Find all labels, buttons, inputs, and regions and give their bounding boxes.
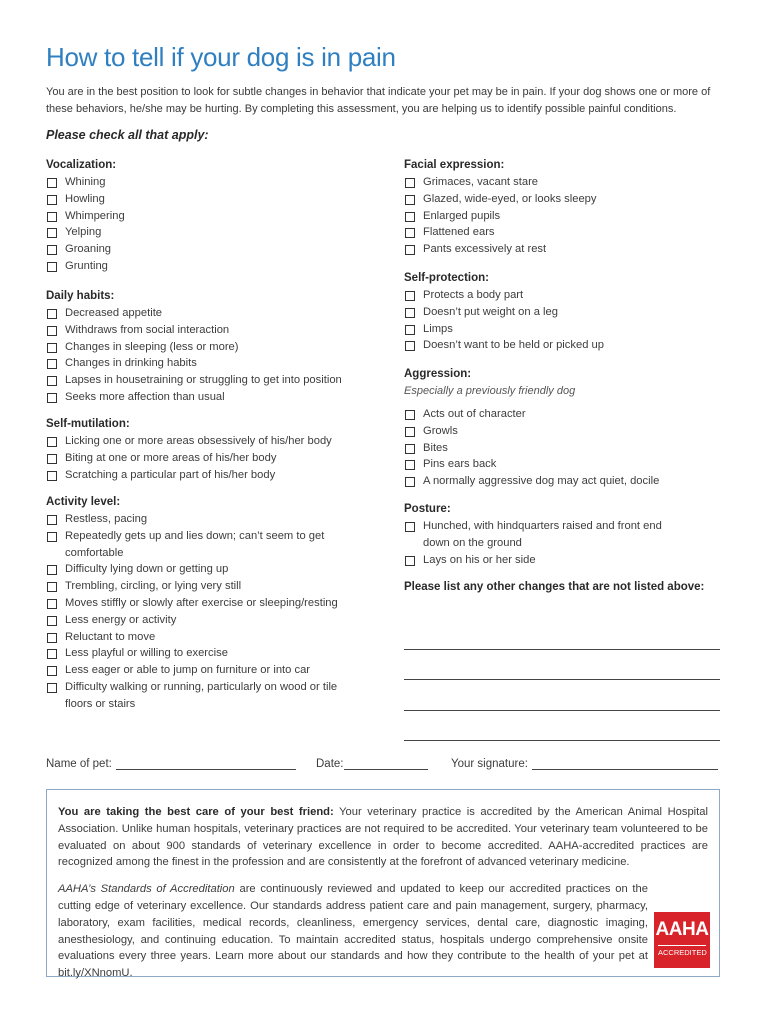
checklist-item-label: Bites (423, 441, 448, 454)
checklist-item[interactable] (404, 304, 734, 321)
checkbox[interactable] (47, 437, 57, 447)
section-facial-expression (404, 157, 734, 258)
checklist-item[interactable] (46, 241, 376, 258)
checklist-item[interactable] (404, 321, 734, 338)
checklist-item-label: Yelping (65, 226, 102, 239)
section-vocalization (46, 157, 376, 275)
checklist-item-label: Moves stiffly or slowly after exercise or sleeping/resting (65, 596, 338, 609)
checkbox[interactable] (47, 376, 57, 386)
checkbox[interactable] (47, 565, 57, 575)
checklist (404, 174, 734, 258)
pet-name-label: Name of pet: (46, 758, 112, 770)
checklist-item[interactable] (46, 389, 376, 406)
checklist-item-label: Lays on his or her side (423, 553, 536, 566)
checklist-item[interactable] (46, 322, 376, 339)
checklist-item-label: Hunched, with hindquarters raised and front end down on the ground (423, 520, 662, 549)
checklist-item-label: Enlarged pupils (423, 209, 501, 222)
checkbox[interactable] (47, 309, 57, 319)
checkbox[interactable] (47, 599, 57, 609)
checklist-item[interactable] (46, 679, 346, 713)
checklist-item-label: Withdraws from social interaction (65, 323, 230, 336)
checklist-item[interactable] (404, 440, 734, 457)
checkbox[interactable] (47, 633, 57, 643)
checklist-item[interactable] (46, 662, 346, 679)
checklist-item[interactable] (404, 241, 734, 258)
other-changes-lines (404, 619, 720, 741)
checklist-item[interactable] (46, 355, 376, 372)
checkbox[interactable] (47, 343, 57, 353)
date-label: Date: (316, 758, 344, 770)
info-paragraph-2 (58, 881, 648, 982)
checklist-item[interactable] (46, 578, 346, 595)
section-title: Aggression: (404, 368, 472, 380)
checklist-item-label: Decreased appetite (65, 307, 163, 319)
section-title: Facial expression: (404, 159, 505, 171)
checklist (404, 518, 674, 568)
info-para2-text: are continuously reviewed and updated to keep our accredited practices on the cutting edge of veterinary excellence. Our standards address patient care and pain management, surgery, pharmacy, laboratory, exam facilities, medical records, cleanliness, emergency services, dental care, diagnostic imaging, anesthesiology, and continuing education. To maintain accredited status, hospitals undergo comprehensive onsite evaluations every three years. Learn more about our standards and how they contribute to the health of your pet at bit.ly/XNnomU. (58, 883, 648, 980)
accreditation-info-box (46, 789, 720, 980)
checkbox[interactable] (47, 515, 57, 525)
checklist-item-label: Whimpering (65, 209, 125, 222)
checkbox[interactable] (47, 228, 57, 238)
checkbox[interactable] (405, 308, 415, 318)
checklist-item-label: Difficulty walking or running, particularly on wood or tile floors or stairs (65, 680, 338, 710)
checkbox[interactable] (47, 616, 57, 626)
checklist-item-label: Whining (65, 176, 106, 188)
checklist-item-label: Protects a body part (423, 289, 524, 301)
checklist-item[interactable] (46, 372, 376, 389)
checklist-item-label: Doesn’t put weight on a leg (423, 305, 558, 318)
checklist-item-label: Repeatedly gets up and lies down; can’t seem to get comfortable (65, 529, 325, 559)
section-daily-habits (46, 288, 376, 406)
checklist-item[interactable] (404, 224, 734, 241)
checklist-item[interactable] (404, 552, 674, 569)
checkbox[interactable] (47, 178, 57, 188)
checklist-item[interactable] (46, 305, 376, 322)
checklist-item[interactable] (46, 511, 346, 528)
checklist (46, 305, 376, 406)
checklist-item[interactable] (46, 191, 376, 208)
other-changes-line[interactable] (404, 680, 720, 711)
checklist-item-label: Acts out of character (423, 408, 526, 420)
checklist-item-label: Changes in drinking habits (65, 357, 197, 370)
pet-name-field (46, 756, 296, 770)
checklist-item-label: Seeks more affection than usual (65, 390, 225, 403)
checkbox[interactable] (47, 683, 57, 693)
page-title: How to tell if your dog is in pain (46, 42, 396, 72)
checklist-item[interactable] (46, 467, 376, 484)
checklist-item-label: Doesn’t want to be held or picked up (423, 339, 604, 352)
info-para1-text: Your veterinary practice is accredited by the American Animal Hospital Association. Unlike human hospitals, veterinary practices are not required to be accredited. Your veterinary team volunteered to be evaluated on about 900 standards of veterinary excellence in order to become accredited. AAHA-accredited practices are recognized among the finest in the profession and are consistently at the forefront of advanced veterinary medicine. (58, 806, 708, 869)
section-subtitle: Especially a previously friendly dog (404, 385, 576, 397)
section-title: Self-protection: (404, 272, 489, 284)
checklist-item-label: Growls (423, 424, 458, 437)
checklist-item[interactable] (46, 561, 346, 578)
signature-field (451, 756, 718, 770)
checkbox[interactable] (405, 410, 415, 420)
checkbox[interactable] (405, 477, 415, 487)
checkbox[interactable] (405, 212, 415, 222)
checklist-item[interactable] (404, 287, 734, 304)
checkbox[interactable] (47, 666, 57, 676)
checkbox[interactable] (47, 212, 57, 222)
section-title: Self-mutilation: (46, 418, 130, 430)
checkbox[interactable] (405, 341, 415, 351)
checkbox[interactable] (47, 262, 57, 272)
checklist-item-label: Pants excessively at rest (423, 243, 547, 256)
checklist-item[interactable] (46, 645, 346, 662)
checklist-item[interactable] (46, 174, 376, 191)
checkbox[interactable] (405, 245, 415, 255)
checklist-item[interactable] (46, 208, 376, 225)
checklist-item[interactable] (46, 595, 346, 612)
checkbox[interactable] (47, 326, 57, 336)
checklist-item[interactable] (404, 423, 734, 440)
checklist-item[interactable] (46, 528, 346, 562)
checklist-item-label: Difficulty lying down or getting up (65, 563, 229, 576)
checklist-item-label: Glazed, wide-eyed, or looks sleepy (423, 192, 597, 205)
checklist (404, 406, 734, 490)
other-changes-line[interactable] (404, 619, 720, 650)
checklist-item[interactable] (46, 224, 376, 241)
checklist-item[interactable] (404, 473, 734, 490)
checkbox[interactable] (405, 228, 415, 238)
checkbox[interactable] (405, 460, 415, 470)
section-self-protection (404, 270, 734, 354)
other-changes-line[interactable] (404, 650, 720, 681)
section-title: Activity level: (46, 496, 121, 508)
checkbox[interactable] (405, 195, 415, 205)
checklist-item-label: Howling (65, 192, 105, 205)
checklist-item[interactable] (404, 518, 674, 552)
checklist-item[interactable] (46, 612, 346, 629)
checklist-item[interactable] (46, 629, 346, 646)
aaha-logo-text: AAHA (655, 919, 709, 940)
checklist-item-label: Grimaces, vacant stare (423, 176, 539, 188)
checkbox[interactable] (47, 245, 57, 255)
checkbox[interactable] (47, 471, 57, 481)
checkbox[interactable] (47, 582, 57, 592)
checklist-item-label: Groaning (65, 243, 112, 256)
checkbox[interactable] (405, 178, 415, 188)
checklist-item[interactable] (46, 450, 376, 467)
info-lead: You are taking the best care of your best friend: (58, 806, 334, 818)
checklist-item-label: Less energy or activity (65, 613, 177, 626)
section-title: Vocalization: (46, 159, 117, 171)
checklist-item[interactable] (404, 406, 734, 423)
section-title: Posture: (404, 503, 451, 515)
section-posture (404, 501, 674, 568)
checkbox[interactable] (47, 454, 57, 464)
checkbox[interactable] (405, 427, 415, 437)
section-aggression (404, 366, 734, 490)
checklist-item-label: Licking one or more areas obsessively of his/her body (65, 435, 332, 447)
checklist-item[interactable] (404, 456, 734, 473)
date-input[interactable] (344, 756, 428, 770)
aaha-accredited-logo (654, 912, 710, 968)
checkbox[interactable] (47, 649, 57, 659)
checklist-item[interactable] (46, 258, 376, 275)
checklist-item-label: Limps (423, 322, 453, 335)
checklist-item[interactable] (46, 433, 376, 450)
instruction-text: Please check all that apply: (46, 128, 209, 142)
checklist (46, 433, 376, 483)
checklist-item-label: Reluctant to move (65, 630, 156, 643)
checklist-item-label: Less eager or able to jump on furniture or into car (65, 664, 311, 677)
section-self-mutilation (46, 416, 376, 483)
checkbox[interactable] (405, 291, 415, 301)
checklist (46, 511, 346, 713)
other-changes-line[interactable] (404, 711, 720, 742)
info-paragraph-1 (58, 804, 708, 871)
checklist-item-label: A normally aggressive dog may act quiet, docile (423, 475, 660, 488)
signature-input[interactable] (532, 756, 718, 770)
checklist-item-label: Biting at one or more areas of his/her body (65, 451, 277, 464)
checklist-item-label: Trembling, circling, or lying very still (65, 580, 242, 593)
checklist-item[interactable] (404, 337, 734, 354)
checklist-item[interactable] (404, 174, 734, 191)
intro-text: You are in the best position to look for subtle changes in behavior that indicate your pet may be in pain. If your dog shows one or more of these behaviors, he/she may be hurting. By completing this assessment, you are helping us to identify possible painful conditions. (46, 86, 711, 115)
checkbox[interactable] (47, 195, 57, 205)
checkbox[interactable] (405, 522, 415, 532)
checklist-item[interactable] (46, 339, 376, 356)
checklist-item-label: Grunting (65, 259, 108, 272)
pet-name-input[interactable] (116, 756, 296, 770)
checklist-item-label: Scratching a particular part of his/her body (65, 468, 276, 481)
other-changes-label: Please list any other changes that are not listed above: (404, 581, 705, 593)
checkbox[interactable] (47, 393, 57, 403)
checklist-item-label: Restless, pacing (65, 513, 148, 525)
checkbox[interactable] (405, 444, 415, 454)
checklist-item[interactable] (404, 191, 734, 208)
checkbox[interactable] (405, 325, 415, 335)
checklist-item-label: Less playful or willing to exercise (65, 647, 228, 660)
signature-label: Your signature: (451, 758, 528, 770)
checkbox[interactable] (47, 359, 57, 369)
checklist-item-label: Lapses in housetraining or struggling to get into position (65, 374, 342, 387)
checklist-item-label: Changes in sleeping (less or more) (65, 340, 239, 353)
checklist (404, 287, 734, 354)
checklist (46, 174, 376, 275)
checklist-item[interactable] (404, 208, 734, 225)
standards-title: AAHA’s Standards of Accreditation (58, 883, 235, 896)
checklist-item-label: Pins ears back (423, 458, 497, 471)
accredited-label: ACCREDITED (658, 945, 706, 957)
section-activity-level (46, 494, 346, 713)
checkbox[interactable] (47, 532, 57, 542)
checkbox[interactable] (405, 556, 415, 566)
date-field (316, 756, 428, 770)
checklist-item-label: Flattened ears (423, 226, 495, 239)
section-title: Daily habits: (46, 290, 115, 302)
